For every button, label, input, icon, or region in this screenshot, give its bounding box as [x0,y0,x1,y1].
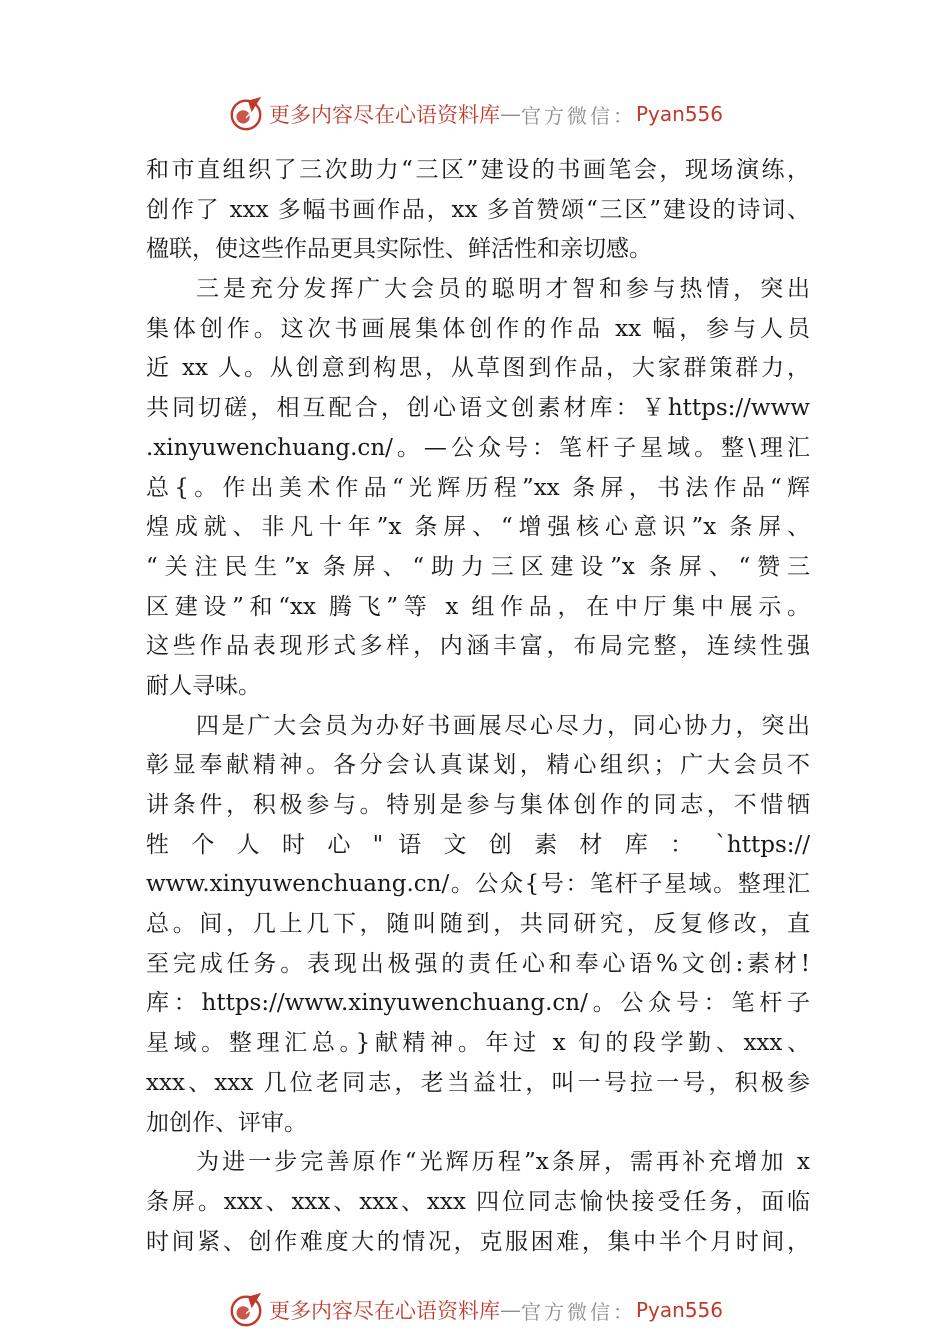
pen-logo-icon [227,1291,265,1329]
text-line: 库：https://www.xinyuwenchuang.cn/。公众号：笔杆子 [146,990,810,1017]
header-banner [0,94,950,134]
text-line: 牲 个 人 时 心 " 语 文 创 素 材 库 ： `https:// [146,831,810,858]
text-line: 条屏。xxx、xxx、xxx、xxx 四位同志愉快接受任务，面临 [146,1188,810,1215]
text-line: 彰显奉献精神。各分会认真谋划，精心组织；广大会员不 [146,752,810,779]
text-line: 区建设”和“xx 腾飞”等 x 组作品，在中厅集中展示。 [146,593,810,620]
banner-wechat-label: 官方微信： [520,103,636,128]
text-line: 为进一步完善原作“光辉历程”x条屏，需再补充增加 x [196,1149,810,1176]
text-line: 总{。作出美术作品“光辉历程”xx 条屏，书法作品“辉 [146,474,810,501]
banner-title: 更多内容尽在心语资料库 [268,1299,500,1323]
pen-logo-icon [227,95,265,133]
footer-banner [0,1290,950,1330]
text-line: 四是广大会员为办好书画展尽心尽力，同心协力，突出 [196,712,810,739]
text-line: 煌成就、非凡十年”x 条屏、“增强核心意识”x 条屏、 [146,514,810,541]
text-line: 和市直组织了三次助力“三区”建设的书画笔会，现场演练， [146,157,810,183]
banner-wechat-label: 官方微信： [520,1299,636,1324]
text-line: 加创作、评审。 [146,1109,307,1136]
text-line: 这些作品表现形式多样，内涵丰富，布局完整，连续性强 [146,633,810,660]
banner-separator: — [499,1298,521,1322]
text-line: 总。间，几上几下，随叫随到，共同研究，反复修改，直 [146,911,810,938]
text-line: xxx、xxx 几位老同志，老当益壮，叫一号拉一号，积极参 [146,1069,810,1096]
text-line: 集体创作。这次书画展集体创作的作品 xx 幅，参与人员 [146,315,810,342]
text-line: 时间紧、创作难度大的情况，克服困难，集中半个月时间， [146,1228,810,1255]
banner-wechat-id: Pyan556 [635,102,723,126]
text-line: .xinyuwenchuang.cn/。—公众号：笔杆子星域。整\理汇 [146,434,810,461]
text-line: 星域。整理汇总。}献精神。年过 x 旬的段学勤、xxx、 [146,1030,810,1057]
text-line: 共同切磋，相互配合，创心语文创素材库：￥https://www [146,395,810,422]
text-line: 至完成任务。表现出极强的责任心和奉心语%文创:素材! [146,950,810,977]
document-body [146,151,810,1262]
text-line: www.xinyuwenchuang.cn/。公众{号：笔杆子星域。整理汇 [146,871,810,898]
text-line: 耐人寻味。 [146,672,261,699]
text-line: 近 xx 人。从创意到构思，从草图到作品，大家群策群力， [146,355,810,382]
text-line: 楹联，使这些作品更具实际性、鲜活性和亲切感。 [146,236,652,263]
banner-title: 更多内容尽在心语资料库 [268,103,500,127]
banner-wechat-id: Pyan556 [635,1298,723,1322]
text-line: 讲条件，积极参与。特别是参与集体创作的同志，不惜牺 [146,792,810,818]
text-line: “关注民生”x 条屏、“助力三区建设”x 条屏、“赞三 [146,553,810,580]
banner-separator: — [499,102,521,126]
text-line: 三是充分发挥广大会员的聪明才智和参与热情，突出 [196,276,810,303]
text-line: 创作了 xxx 多幅书画作品，xx 多首赞颂“三区”建设的诗词、 [146,196,810,223]
